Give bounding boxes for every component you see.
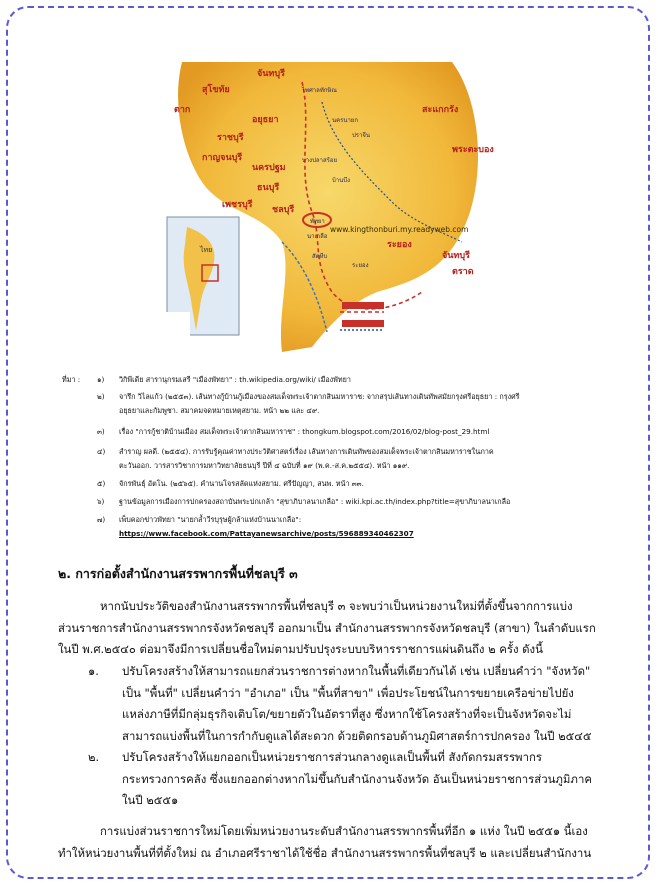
source-num: ๕) [97, 479, 106, 488]
source-num: ๒) [97, 392, 105, 401]
source-text: อยุธยาและกัมพูชา. สมาคมจดหมายเหตุสยาม. หน้า ๒๒ และ ๔๙. [119, 406, 320, 415]
source-num: ๑) [97, 375, 105, 384]
list-item-number: ๒. [88, 750, 100, 764]
map-label-battambang: พระตะบอง [452, 145, 494, 155]
source-text: เรื่อง "การกู้ชาติบ้านเมือง สมเด็จพระเจ้าตากสินมหาราช" : thongkum.blogspot.com/2016/02/blog-post_29.html [119, 427, 490, 436]
paragraph-line: การแบ่งส่วนราชการใหม่โดยเพิ่มหน่วยงานระดับสำนักงานสรรพากรพื้นที่อีก ๑ แห่ง ในปี ๒๕๕๑ นี้เอง [100, 824, 588, 838]
list-item-number: ๑. [88, 664, 99, 678]
list-item [88, 747, 608, 812]
sources-heading: ที่มา : [62, 375, 81, 384]
map-label-sakaekrang: สะแกกรัง [422, 105, 459, 115]
source-text: ฐานข้อมูลการเมืองการปกครองสถาบันพระปกเกล้า "สุขาภิบาลนาเกลือ" : wiki.kpi.ac.th/index.php?title=สุขาภิบาลนาเกลือ [119, 497, 511, 506]
list-item-line: ปรับโครงสร้างให้แยกออกเป็นหน่วยราชการส่วนกลางดูแลเป็นพื้นที่ สังกัดกรมสรรพากร [122, 750, 542, 764]
map-label-tak: ตาก [174, 105, 191, 115]
map-watermark: www.kingthonburi.my.readyweb.com [330, 225, 469, 234]
paragraph-closing [58, 821, 610, 864]
map-label-small-2: ปราจีน [352, 132, 371, 139]
map-label-ratchaburi: ราชบุรี [217, 133, 244, 143]
paragraph-intro [58, 596, 610, 661]
restructure-list [88, 661, 608, 812]
paragraph-line: ทำให้หน่วยงานพื้นที่ที่ตั้งใหม่ ณ อำเภอศรีราชาได้ใช้ชื่อ สำนักงานสรรพากรพื้นที่ชลบุรี ๒ และเปลี่ยนสำนักงาน [58, 845, 592, 860]
paragraph-line: ในปี พ.ศ.๒๕๔๐ ต่อมาจึงมีการเปลี่ยนชื่อใหม่ตามปรับปรุงระบบบริหารราชการแผ่นดินถึง ๒ ครั้ง ดังนี้ [58, 642, 543, 656]
map-label-small-6: นาเกลือ [307, 233, 328, 240]
map-label-small-8: ระยอง [352, 262, 369, 269]
list-item-line: แหล่งภาษีที่มีกลุ่มธุรกิจเติบโต/ขยายตัวในอัตราที่สูง ซึ่งหากใช้โครงสร้างที่จะเป็นจังหวัดจะไม่ [122, 707, 572, 721]
historical-route-map [162, 62, 494, 352]
list-item-line: เป็น "พื้นที่" เปลี่ยนคำว่า "อำเภอ" เป็น "พื้นที่สาขา" เพื่อประโยชน์ในการขยายเครือข่ายไปยัง [122, 685, 574, 700]
map-label-thonburi: ธนบุรี [257, 183, 280, 193]
source-text: ตะวันออก. วารสารวิชาการมหาวิทยาลัยธนบุรี ปีที่ ๔ ฉบับที่ ๑๙ (พ.ค.-ส.ค.๒๕๕๔). หน้า ๑๑๙. [119, 461, 410, 470]
source-num: ๓) [97, 427, 105, 436]
map-label-trat: ตราด [452, 267, 474, 277]
map-label-small-5: พัทยา [310, 218, 325, 225]
inset-label: ไทย [200, 246, 213, 254]
map-label-small-7: สัตหีบ [312, 253, 328, 260]
map-label-chonburi: ชลบุรี [272, 205, 295, 215]
map-label-small-4: บ้านบึง [332, 177, 351, 184]
list-item-line: สามารถแบ่งพื้นที่ในการกำกับดูแลได้สะดวก ด้วยติดกรอบด้านภูมิศาสตร์การปกครอง ในปี ๒๕๔๕ [122, 728, 592, 743]
map-label-chanthaburi: จันทบุรี [442, 251, 470, 261]
paragraph-line: ส่วนราชการสำนักงานสรรพากรจังหวัดชลบุรี ออกมาเป็น สำนักงานสรรพากรจังหวัดชลบุรี (สาขา) ในลำดับแรก [58, 620, 596, 635]
map-graphic [162, 62, 494, 352]
list-item-line: ปรับโครงสร้างให้สามารถแยกส่วนราชการต่างหากในพื้นที่เดียวกันได้ เช่น เปลี่ยนคำว่า "จังหวัด" [122, 664, 591, 678]
source-num: ๖) [97, 497, 105, 506]
map-label-nakhonpathom: นครปฐม [252, 163, 286, 173]
source-text: วิกิพีเดีย สารานุกรมเสรี "เมืองพัทยา" : th.wikipedia.org/wiki/ เมืองพัทยา [119, 375, 351, 384]
source-text: จารึก วิไลแก้ว (๒๕๕๓). เส้นทางกู้บ้านกู้เมืองของสมเด็จพระเจ้าตากสินมหาราช: จากสรุปเส้นทางเดินทัพสมัยกรุงศรีอยุธยา : กรุงศรี [119, 392, 520, 401]
facebook-source-link[interactable]: https://www.facebook.com/Pattayanewsarchive/posts/596889340462307 [119, 529, 414, 538]
map-label-rayong: ระยอง [387, 240, 412, 250]
list-item [88, 661, 608, 747]
source-text: เพ็บคอกข่าวพัทยา "นายกล้ำวีรบุรุษผู้กล้าแห่งบ้านนาเกลือ": [119, 515, 302, 524]
map-label-chanthaburi-top: จันทบุรี [257, 69, 285, 79]
source-text: สำราญ ผลดี. (๒๕๕๔). การรับรู้คุณค่าทางประวัติศาสตร์เรื่อง เส้นทางการเดินทัพของสมเด็จพระเจ้าตากสินมหาราชในภาค [119, 447, 494, 456]
section-title: ๒. การก่อตั้งสำนักงานสรรพากรพื้นที่ชลบุรี ๓ [58, 566, 298, 581]
map-label-sukhothai: สุโขทัย [202, 85, 230, 95]
map-label-small-0: ไพศาลทักษิณ [302, 87, 337, 94]
list-item-line: ในปี ๒๕๕๑ [122, 793, 179, 807]
map-label-kanchanaburi: กาญจนบุรี [202, 153, 243, 163]
paragraph-line: หากนับประวัติของสำนักงานสรรพากรพื้นที่ชลบุรี ๓ จะพบว่าเป็นหน่วยงานใหม่ที่ตั้งขึ้นจากการแบ่ง [100, 599, 573, 613]
source-num: ๗) [97, 515, 106, 524]
map-label-small-1: นครนายก [332, 117, 358, 124]
source-text: จักรพันธุ์ อัตโน. (๒๕๖๕). คำนานโจรสลัดแห่งสยาม. ศรีปัญญา, สนพ. หน้า ๓๓. [119, 479, 364, 488]
map-label-small-3: บางปลาสร้อย [302, 157, 337, 164]
source-num: ๔) [97, 447, 106, 456]
list-item-line: กระทรวงการคลัง ซึ่งแยกออกต่างหากไม่ขึ้นกับสำนักงานจังหวัด อันเป็นหน่วยราชการส่วนภูมิภาค [122, 771, 592, 786]
map-label-ayutthaya: อยุธยา [252, 115, 279, 125]
map-label-phetchaburi: เพชรบุรี [222, 200, 253, 210]
